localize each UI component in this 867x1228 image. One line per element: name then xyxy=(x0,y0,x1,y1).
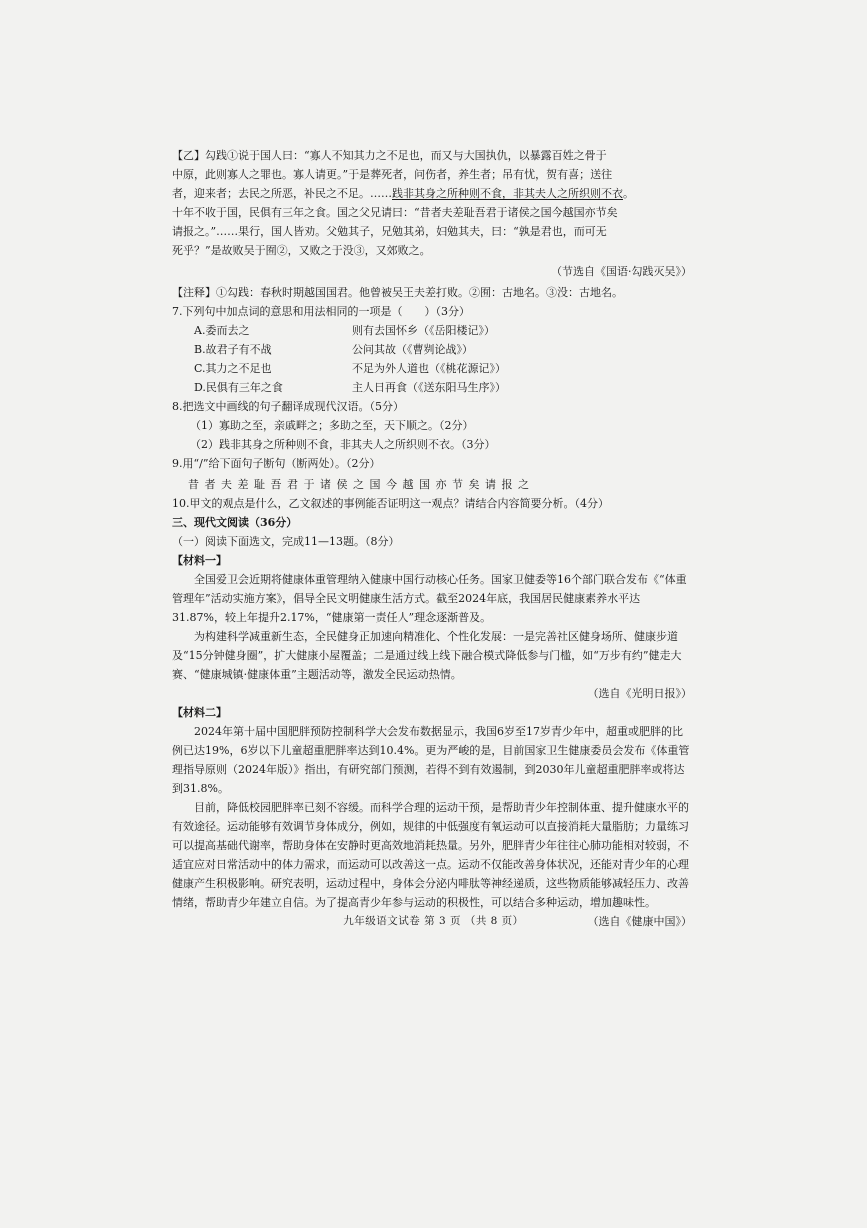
option-left: D.民俱有三年之食 xyxy=(194,381,283,394)
material-title: 【材料一】 xyxy=(172,554,227,567)
section-title: 三、现代文阅读（36分） xyxy=(172,516,298,529)
material-source: （选自《光明日报》） xyxy=(587,687,692,700)
material-paragraph: 2024年第十届中国肥胖预防控制科学大会发布数据显示，我国6岁至17岁青少年中，超重或肥胖的比例已达19%，6岁以下儿童超重肥胖率达到10.4%。更为严峻的是，目前国家卫生健康委员会发布《体重管理指导原则（2024年版）》指出，有研究部门预测，若得不到有效遏制，到2030年儿童超重肥胖率或将达到31.8%。 xyxy=(172,725,690,795)
material-paragraph: 为构建科学减重新生态，全民健身正加速向精准化、个性化发展：一是完善社区健身场所、健康步道及“15分钟健身圈”，扩大健康小屋覆盖；二是通过线上线下融合模式降低参与门槛，如“万步有约”健走大赛、“健康城镇·健康体重”主题活动等，激发全民运动热情。 xyxy=(172,630,682,681)
page-footer: 九年级语文试卷 第 3 页 （共 8 页） xyxy=(343,915,524,927)
question-item: （2）践非其身之所种则不食，非其夫人之所织则不衣。（3分） xyxy=(190,438,496,451)
question-stem: 7.下列句中加点词的意思和用法相同的一项是（ ）（3分） xyxy=(172,305,470,318)
material-paragraph: 目前，降低校园肥胖率已刻不容缓。而科学合理的运动干预，是帮助青少年控制体重、提升健康水平的有效途径。运动能够有效调节身体成分，例如，规律的中低强度有氧运动可以直接消耗大量脂肪；力量练习可以提高基础代谢率，帮助身体在安静时更高效地消耗热量。另外，肥胖青少年往往心肺功能相对较弱，不适宜应对日常活动中的体力需求，而运动可以改善这一点。运动不仅能改善身体状况，还能对青少年的心理健康产生积极影响。研究表明，运动过程中，身体会分泌内啡肽等神经递质，这些物质能够减轻压力、改善情绪，帮助青少年建立自信。为了提高青少年参与运动的积极性，可以结合多种运动，增加趣味性。 xyxy=(172,801,689,909)
underlined-sentence: 践非其身之所种则不食，非其夫人之所织则不衣 xyxy=(392,187,623,200)
question-9 xyxy=(172,454,692,494)
option-right: 不足为外人道也（《桃花源记》） xyxy=(352,362,506,375)
question-7 xyxy=(172,302,692,397)
passage-yi-line: 死乎？”是故败吴于囿②，又败之于没③，又郊败之。 xyxy=(172,244,431,257)
question-stem: 8.把选文中画线的句子翻译成现代汉语。（5分） xyxy=(172,400,404,413)
material-2 xyxy=(172,703,692,931)
passage-yi-line: 者，迎来者；去民之所恶，补民之不足。……践非其身之所种则不食，非其夫人之所织则不衣。 xyxy=(172,187,634,200)
annotation-note: 【注释】①勾践：春秋时期越国国君。他曾被吴王夫差打败。②囿：古地名。③没：古地名。 xyxy=(172,286,623,299)
passage-yi-line: 【乙】勾践①说于国人曰：“寡人不知其力之不足也，而又与大国执仇，以暴露百姓之骨于 xyxy=(172,149,607,162)
punctuation-sentence: 昔者夫差耻吾君于诸侯之国今越国亦节矣请报之 xyxy=(188,478,535,491)
page-content xyxy=(172,146,692,931)
passage-yi-line: 中原，此则寡人之罪也。寡人请更。”于是葬死者，问伤者，养生者；吊有忧，贺有喜；送往 xyxy=(172,168,613,181)
option-left: B.故君子有不战 xyxy=(194,343,272,356)
material-1 xyxy=(172,551,692,703)
passage-yi-source: （节选自《国语·勾践灭吴》） xyxy=(551,265,692,278)
question-8 xyxy=(172,397,692,454)
option-left: A.委而去之 xyxy=(194,324,250,337)
passage-yi-line: 请报之。”……果行，国人皆劝。父勉其子，兄勉其弟，妇勉其夫，曰：“孰是君也，而可无 xyxy=(172,225,607,238)
option-row xyxy=(172,359,692,378)
passage-yi-line: 十年不收于国，民俱有三年之食。国之父兄请曰：“昔者夫差耻吾君于诸侯之国今越国亦节矣 xyxy=(172,206,618,219)
passage-yi xyxy=(172,146,692,302)
option-row xyxy=(172,340,692,359)
material-paragraph: 全国爱卫会近期将健康体重管理纳入健康中国行动核心任务。国家卫健委等16个部门联合发布《“体重管理年”活动实施方案》，倡导全民文明健康生活方式。截至2024年底，我国居民健康素养水平达31.87%，较上年提升2.17%，“健康第一责任人”理念逐渐普及。 xyxy=(172,573,687,624)
question-10: 10.甲文的观点是什么，乙文叙述的事例能否证明这一观点？请结合内容简要分析。（4分） xyxy=(172,497,609,510)
section-subtitle: （一）阅读下面选文，完成11—13题。（8分） xyxy=(172,535,400,548)
option-right: 公问其故（《曹刿论战》） xyxy=(352,343,473,356)
material-title: 【材料二】 xyxy=(172,706,227,719)
option-left: C.其力之不足也 xyxy=(194,362,272,375)
question-stem: 9.用“/”给下面句子断句（断两处）。（2分） xyxy=(172,457,381,470)
option-right: 则有去国怀乡（《岳阳楼记》） xyxy=(352,324,495,337)
question-item: （1）寡助之至，亲戚畔之；多助之至，天下顺之。（2分） xyxy=(190,419,474,432)
option-right: 主人日再食（《送东阳马生序》） xyxy=(352,381,506,394)
option-row xyxy=(172,378,692,397)
material-source: （选自《健康中国》） xyxy=(587,915,692,928)
option-row xyxy=(172,321,692,340)
